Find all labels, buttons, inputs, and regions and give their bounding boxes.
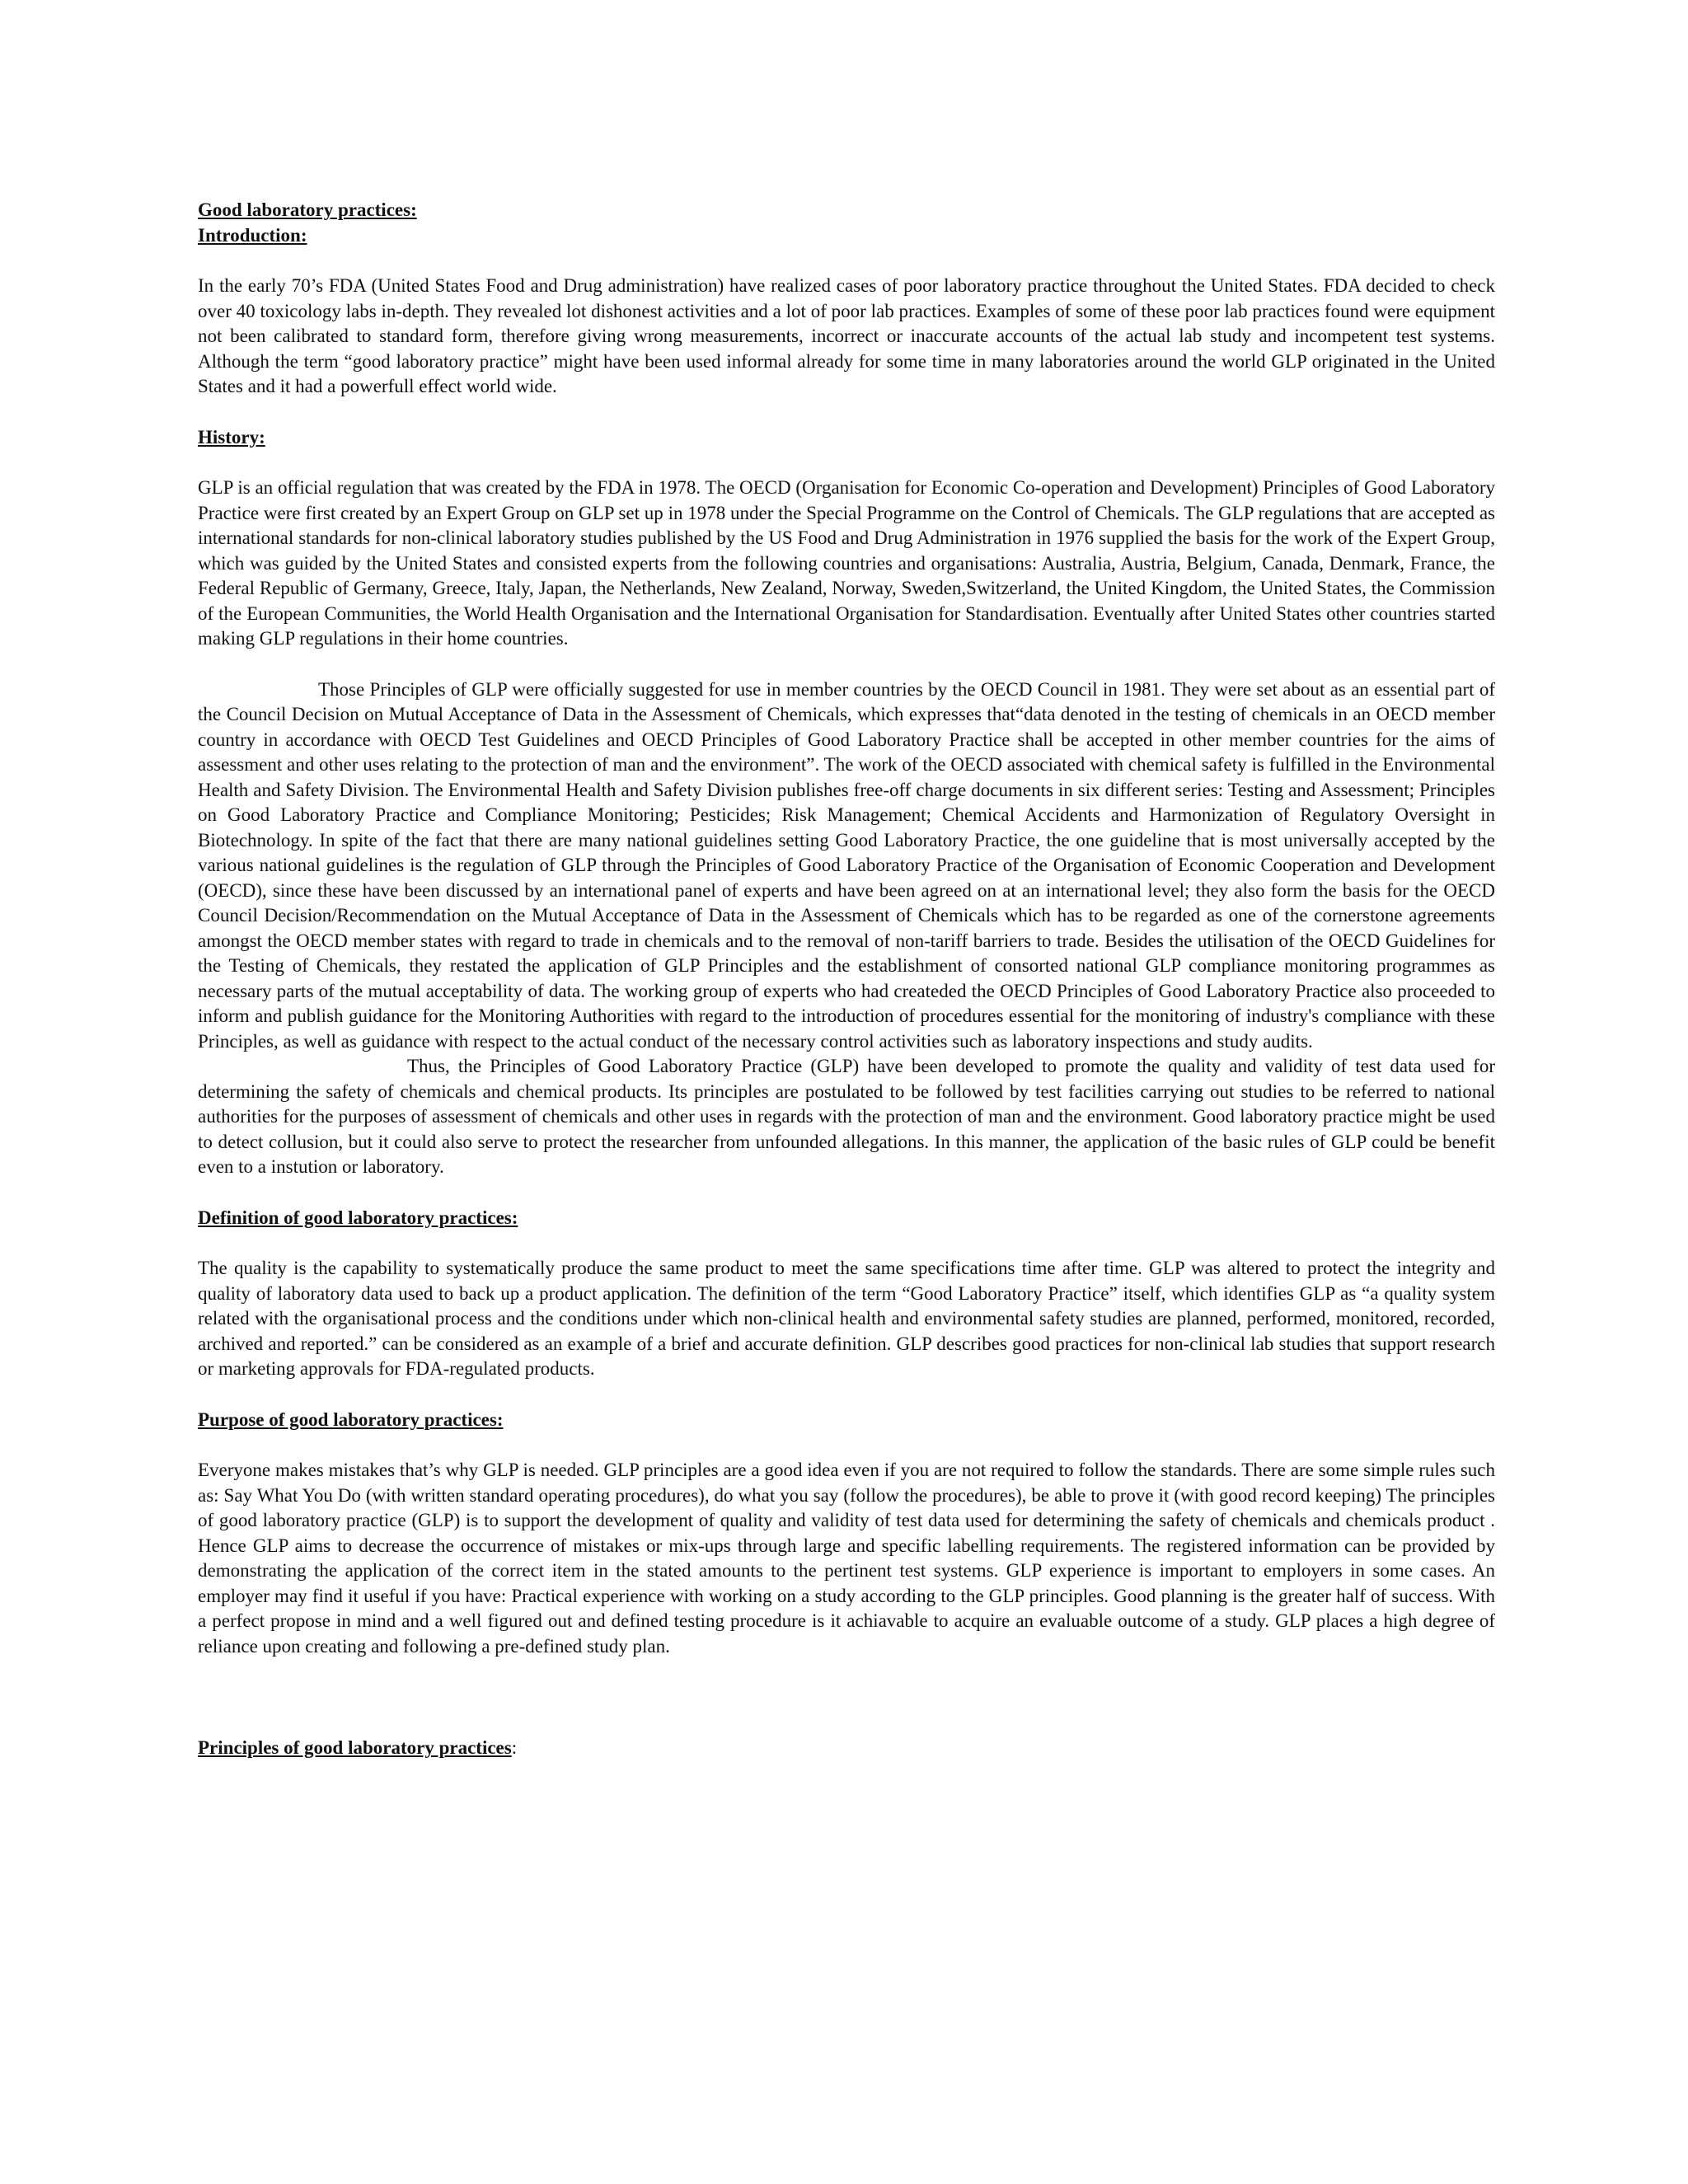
spacer xyxy=(198,450,1495,476)
spacer xyxy=(198,652,1495,677)
spacer xyxy=(198,1659,1495,1685)
definition-paragraph: The quality is the capability to systematically produce the same product to meet the same specifications time after time. GLP was altered to protect the integrity and quality of laboratory data used to back up a product application. The definition of the term “Good Laboratory Practice” itself, which identifies GLP as “a quality system related with the organisational process and the conditions under which non-clinical health and environmental safety studies are planned, performed, monitored, recorded, archived and reported.” can be considered as an example of a brief and accurate definition. GLP describes good practices for non-clinical lab studies that support research or marketing approvals for FDA-regulated products. xyxy=(198,1258,1495,1379)
definition-heading: Definition of good laboratory practices: xyxy=(198,1207,518,1228)
purpose-heading: Purpose of good laboratory practices: xyxy=(198,1408,504,1430)
spacer xyxy=(198,1230,1495,1256)
principles-heading: Principles of good laboratory practices xyxy=(198,1737,512,1758)
spacer xyxy=(198,1382,1495,1408)
document-title: Good laboratory practices: xyxy=(198,199,417,220)
introduction-heading: Introduction: xyxy=(198,224,307,246)
history-paragraph-3: Thus, the Principles of Good Laboratory Practice (GLP) have been developed to promote the quality and validity of test data used for determining the safety of chemicals and chemical products. Its principles are postulated to be followed by test facilities carrying out studies to be referred to national authorities for the purposes of assessment of chemicals and other uses in regards with the protection of man and the environment. Good laboratory practice might be used to detect collusion, but it could also serve to protect the researcher from unfounded allegations. In this manner, the application of the basic rules of GLP could be benefit even to a instution or laboratory. xyxy=(198,1056,1495,1177)
principles-heading-line xyxy=(198,1736,1495,1761)
history-paragraph-1: GLP is an official regulation that was created by the FDA in 1978. The OECD (Organisation for Economic Co-operation and Development) Principles of Good Laboratory Practice were first created by an Expert Group on GLP set up in 1978 under the Special Programme on the Control of Chemicals. The GLP regulations that are accepted as international standards for non-clinical laboratory studies published by the US Food and Drug Administration in 1976 supplied the basis for the work of the Expert Group, which was guided by the United States and consisted experts from the following countries and organisations: Australia, Austria, Belgium, Canada, Denmark, France, the Federal Republic of Germany, Greece, Italy, Japan, the Netherlands, New Zealand, Norway, Sweden,Switzerland, the United Kingdom, the United States, the Commission of the European Communities, the World Health Organisation and the International Organisation for Standardisation. Eventually after United States other countries started making GLP regulations in their home countries. xyxy=(198,477,1495,649)
spacer xyxy=(198,1685,1495,1710)
spacer xyxy=(198,248,1495,274)
purpose-paragraph: Everyone makes mistakes that’s why GLP is needed. GLP principles are a good idea even if you are not required to follow the standards. There are some simple rules such as: Say What You Do (with written standard operating procedures), do what you say (follow the procedures), be able to prove it (with good record keeping) The principles of good laboratory practice (GLP) is to support the development of quality and validity of test data used for determining the safety of chemicals and chemicals product . Hence GLP aims to decrease the occurrence of mistakes or mix-ups through large and specific labelling requirements. The registered information can be provided by demonstrating the application of the correct item in the stated amounts to the pertinent test systems. GLP experience is important to employers in some cases. An employer may find it useful if you have: Practical experience with working on a study according to the GLP principles. Good planning is the greater half of success. With a perfect propose in mind and a well figured out and defined testing procedure is it achiavable to acquire an evaluable outcome of a study. GLP places a high degree of reliance upon creating and following a pre-defined study plan. xyxy=(198,1460,1495,1657)
principles-heading-colon: : xyxy=(511,1737,518,1758)
introduction-paragraph: In the early 70’s FDA (United States Food and Drug administration) have realized cases of poor laboratory practice throughout the United States. FDA decided to check over 40 toxicology labs in-depth. They revealed lot dishonest activities and a lot of poor lab practices. Examples of some of these poor lab practices found were equipment not been calibrated to standard form, therefore giving wrong measurements, incorrect or inaccurate accounts of the actual lab study and incompetent test systems. Although the term “good laboratory practice” might have been used informal already for some time in many laboratories around the world GLP originated in the United States and it had a powerfull effect world wide. xyxy=(198,275,1495,396)
document-page xyxy=(198,198,1495,1761)
history-paragraph-2: Those Principles of GLP were officially suggested for use in member countries by the OECD Council in 1981. They were set about as an essential part of the Council Decision on Mutual Acceptance of Data in the Assessment of Chemicals, which expresses that“data denoted in the testing of chemicals in an OECD member country in accordance with OECD Test Guidelines and OECD Principles of Good Laboratory Practice shall be accepted in other member countries for the aims of assessment and other uses relating to the protection of man and the environment”. The work of the OECD associated with chemical safety is fulfilled in the Environmental Health and Safety Division. The Environmental Health and Safety Division publishes free-off charge documents in six different series: Testing and Assessment; Principles on Good Laboratory Practice and Compliance Monitoring; Pesticides; Risk Management; Chemical Accidents and Harmonization of Regulatory Oversight in Biotechnology. In spite of the fact that there are many national guidelines setting Good Laboratory Practice, the one guideline that is most universally accepted by the various national guidelines is the regulation of GLP through the Principles of Good Laboratory Practice of the Organisation of Economic Cooperation and Development (OECD), since these have been discussed by an international panel of experts and have been agreed on at an international level; they also form the basis for the OECD Council Decision/Recommendation on the Mutual Acceptance of Data in the Assessment of Chemicals which has to be regarded as one of the cornerstone agreements amongst the OECD member states with regard to trade in chemicals and to the removal of non-tariff barriers to trade. Besides the utilisation of the OECD Guidelines for the Testing of Chemicals, they restated the application of GLP Principles and the establishment of consorted national GLP compliance monitoring programmes as necessary parts of the mutual acceptability of data. The working group of experts who had createded the OECD Principles of Good Laboratory Practice also proceeded to inform and publish guidance for the Monitoring Authorities with regard to the introduction of procedures essential for the monitoring of industry's compliance with these Principles, as well as guidance with respect to the actual conduct of the necessary control activities such as laboratory inspections and study audits. xyxy=(198,678,1495,1052)
spacer xyxy=(198,1180,1495,1206)
spacer xyxy=(198,1710,1495,1736)
spacer xyxy=(198,400,1495,425)
spacer xyxy=(198,1432,1495,1458)
history-heading: History: xyxy=(198,426,265,448)
